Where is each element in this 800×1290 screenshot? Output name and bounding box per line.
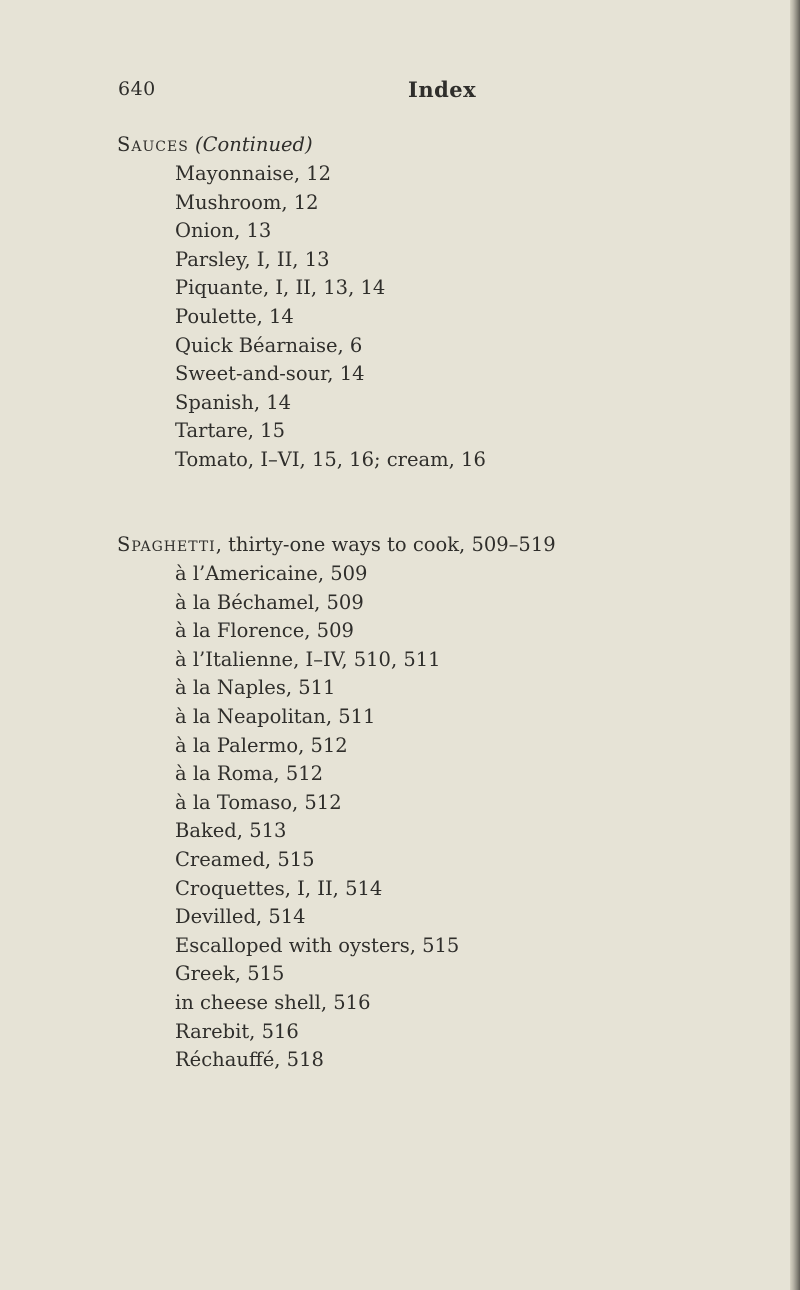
index-entry: Croquettes, I, II, 514: [175, 876, 383, 900]
index-entry: à la Palermo, 512: [175, 733, 348, 757]
index-entry: Baked, 513: [175, 819, 287, 843]
section-heading-note: (Continued): [195, 133, 313, 156]
index-entry: Spanish, 14: [175, 390, 292, 414]
index-entry: Réchauffé, 518: [175, 1048, 324, 1072]
page-number: 640: [118, 78, 156, 100]
section-heading-title: Sauces: [117, 133, 189, 156]
index-entry: à la Tomaso, 512: [175, 790, 342, 814]
index-entry: in cheese shell, 516: [175, 990, 371, 1014]
index-entry: Escalloped with oysters, 515: [175, 933, 460, 957]
page-binding-edge: [790, 0, 800, 1290]
page-header: [0, 78, 790, 108]
index-entry: à la Naples, 511: [175, 676, 336, 700]
index-entry: Onion, 13: [175, 219, 272, 243]
index-entry: Poulette, 14: [175, 304, 294, 328]
index-entry: Quick Béarnaise, 6: [175, 333, 363, 357]
index-entry: à la Florence, 509: [175, 619, 354, 643]
index-entry: Mushroom, 12: [175, 190, 319, 214]
index-entry: Tomato, I–VI, 15, 16; cream, 16: [175, 447, 486, 471]
section-heading-title: Spaghetti: [117, 533, 216, 556]
index-entry: Sweet-and-sour, 14: [175, 362, 365, 386]
index-entry: à la Roma, 512: [175, 762, 324, 786]
index-entry: à l’Americaine, 509: [175, 562, 368, 585]
index-entry: Devilled, 514: [175, 905, 306, 929]
section-heading: [117, 530, 556, 560]
section-heading: [117, 130, 486, 160]
index-entry: Tartare, 15: [175, 419, 285, 443]
index-entry-list: [117, 560, 556, 1075]
index-section-spaghetti: [117, 530, 556, 1075]
index-entry: Mayonnaise, 12: [175, 162, 332, 185]
index-entry-list: [117, 160, 486, 475]
index-entry: Rarebit, 516: [175, 1019, 299, 1043]
index-entry: Parsley, I, II, 13: [175, 247, 330, 271]
index-entry: à la Béchamel, 509: [175, 590, 364, 614]
index-entry: à l’Italienne, I–IV, 510, 511: [175, 647, 441, 671]
running-head: Index: [408, 77, 477, 102]
index-entry: Piquante, I, II, 13, 14: [175, 276, 386, 300]
section-heading-rest: , thirty-one ways to cook, 509–519: [215, 533, 556, 556]
index-entry: Greek, 515: [175, 962, 285, 986]
index-section-sauces: [117, 130, 486, 475]
index-entry: à la Neapolitan, 511: [175, 704, 376, 728]
index-entry: Creamed, 515: [175, 847, 315, 871]
